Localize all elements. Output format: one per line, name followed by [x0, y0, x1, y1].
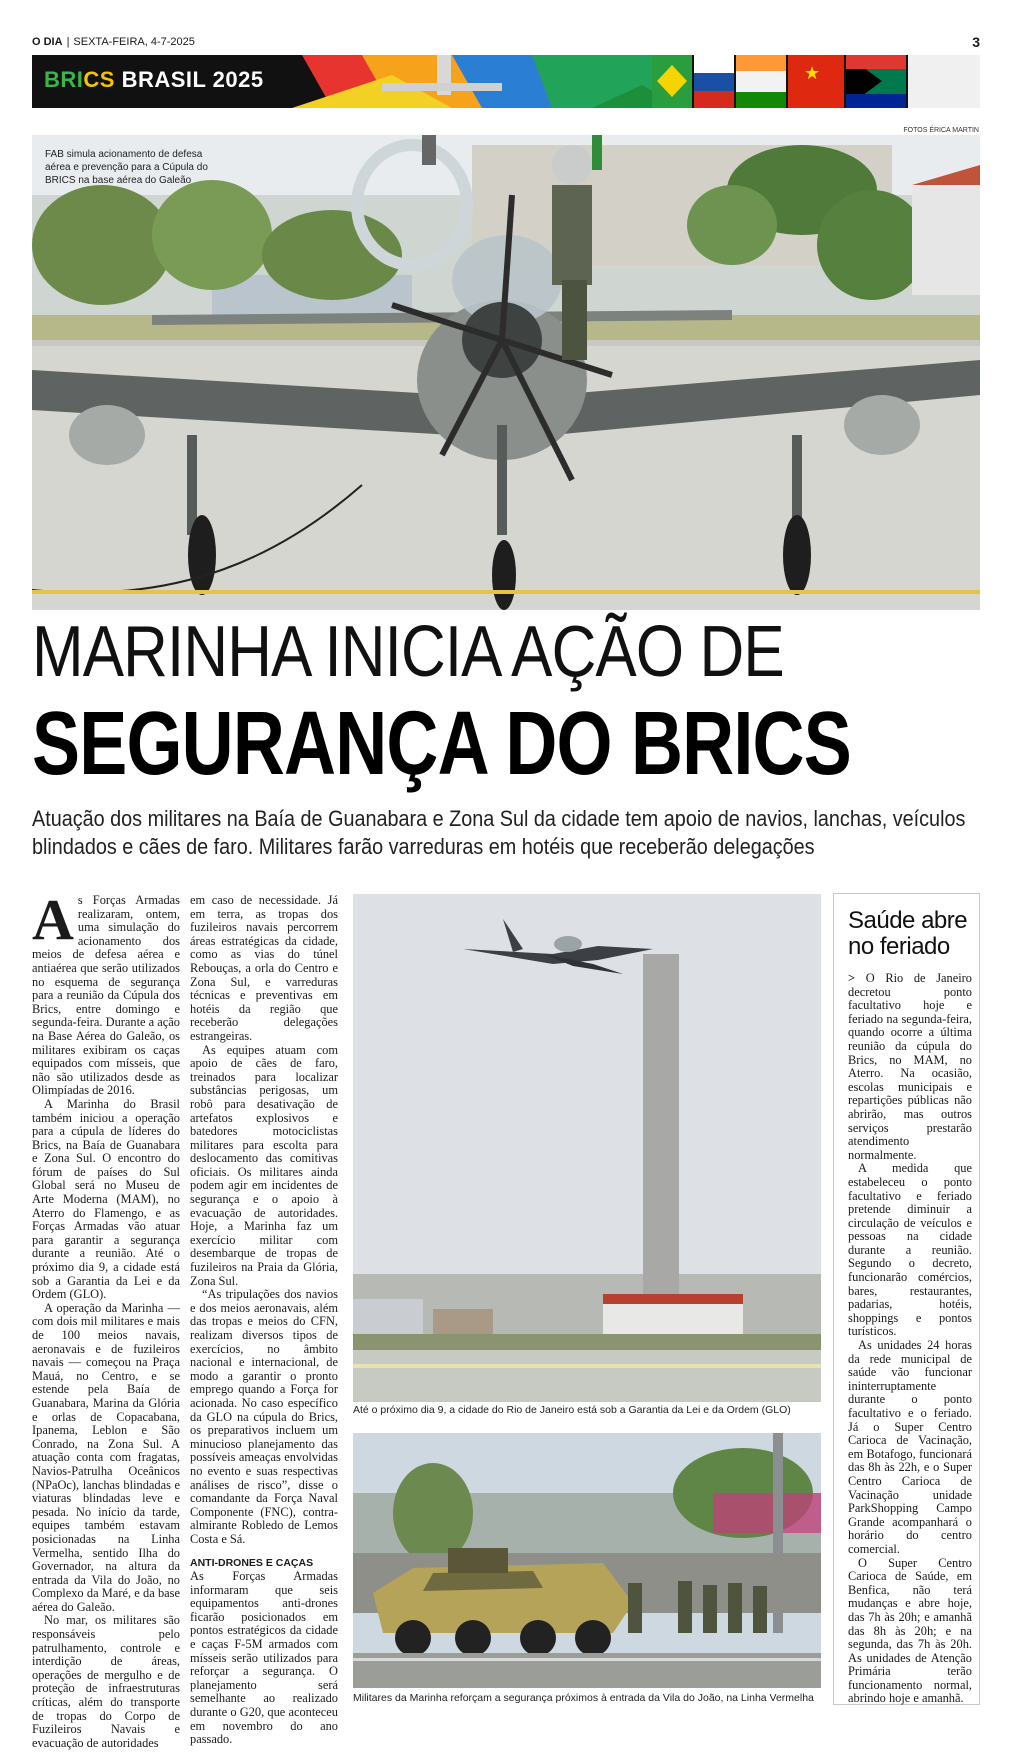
sidebar-paragraph: > O Rio de Janeiro decretou ponto facultativo hoje e feriado na segunda-feira, quando ocorre a última reunião da cúpula do Brics, no MAM, no Aterro. Na ocasião, escolas municipais e repartições públicas não abrirão, mas outros serviços prestarão atendimento normalmente. [848, 971, 972, 1162]
article-column-1 [32, 887, 180, 1750]
flag-russia [694, 55, 734, 73]
article-column-2 [190, 894, 338, 1747]
page-header [32, 36, 980, 52]
headline-line-2: SEGURANÇA DO BRICS [32, 694, 851, 794]
arrow-icon: > [848, 971, 866, 985]
photo-credit: FOTOS ÉRICA MARTIN [903, 127, 979, 134]
photo-jet-tower [353, 894, 821, 1402]
sidebar-title: Saúde abre no feriado [848, 907, 968, 960]
sidebar-paragraph: As unidades 24 horas da rede municipal de saúde vão funcionar ininterruptamente durante o ponto facultativo e o feriado. Já o Super Centro Carioca de Vacinação, em Botafogo, funcionará das 8h às 22h, e o Super Centro Carioca de Vacinação unidade ParkShopping Campo Grande acompanhará o horário do centro comercial. [848, 1338, 972, 1556]
header-separator: | [66, 36, 70, 48]
article-paragraph: em caso de necessidade. Já em terra, as tropas dos fuzileiros navais percorrem áreas estratégicas da cidade, como as vias do túnel Rebouças, a orla do Centro e Zona Sul, e varreduras técnicas e preventivas em hotéis da região que receberão delegações estrangeiras. [190, 893, 338, 1043]
subheadline: Atuação dos militares na Baía de Guanabara e Zona Sul da cidade tem apoio de navios, lanchas, veículos blindados e cães de faro. Militares farão varreduras em hotéis que receberão delegações [32, 806, 966, 859]
main-photo-airplane [32, 135, 980, 610]
article-paragraph: A Marinha do Brasil também iniciou a operação para a cúpula de líderes do Brics, na Baía de Guanabara e Zona Sul. O encontro do fórum de países do Sul Global será no Museu de Arte Moderna (MAM), no Aterro do Flamengo, e as Forças Armadas vão atuar para garantir a segurança durante a reunião. Até o próximo dia 9, a cidade está sob a Garantia da Lei e da Ordem (GLO). [32, 1096, 180, 1302]
article-paragraph: A operação da Marinha — com dois mil militares e mais de 100 meios navais, aeronavais e de fuzileiros navais — começou na Praça Mauá, no Centro, e se estende pela Baía de Guanabara, Marina da Glória e orlas de Copacabana, Ipanema, Leblon e São Conrado, na Zona Sul. A atuação conta com fragatas, Navios-Patrulha Oceânicos (NPaOc), lanchas blindadas e viaturas blindadas leve e pesada. No início da tarde, equipes também estavam posicionadas na Linha Vermelha, sentido Ilha do Governador, na altura da entrada da Vila do João, no Complexo da Maré, e da base aérea do Galeão. [32, 1300, 180, 1614]
newspaper-name: O DIA [32, 36, 63, 48]
article-paragraph: As equipes atuam com apoio de cães de faro, treinados para localizar substâncias perigosas, um robô para desativação de artefatos explosivos e batedores motociclistas militares para escolta para deslocamento das comitivas oficiais. Os militares ainda podem agir em incidentes de segurança e o apoio à evacuação de autoridades. Hoje, a Marinha faz um exercício militar com desembarque de tropas de fuzileiros na Praia da Glória, Zona Sul. [190, 1042, 338, 1288]
photo2-caption: Até o próximo dia 9, a cidade do Rio de Janeiro está sob a Garantia da Lei e da Ordem (GLO) [353, 1404, 791, 1416]
article-subtitle: ANTI-DRONES E CAÇAS [190, 1556, 314, 1569]
page-number: 3 [972, 34, 980, 50]
article-paragraph: No mar, os militares são responsáveis pelo patrulhamento, controle e interdição de áreas, operações de mergulho e de proteção de infraestruturas críticas, além do transporte de tropas do Corpo de Fuzileiros Navais e evacuação de autoridades [32, 1613, 180, 1750]
sidebar-paragraph: O Super Centro Carioca de Saúde, em Benfica, não terá mudanças e abre hoje, das 7h às 20h; e amanhã das 8h às 20h; e na segunda, das 7h às 20h. As unidades de Atenção Primária terão funcionamento normal, abrindo hoje e amanhã. [848, 1555, 972, 1706]
issue-date: SEXTA-FEIRA, 4-7-2025 [73, 36, 195, 48]
svg-text:★: ★ [804, 63, 821, 84]
sidebar-paragraph: A medida que estabeleceu o ponto facultativo e feriado pretende diminuir a circulação de veículos e pessoas na cidade durante a reunião. Segundo o decreto, funcionarão comércios, bares, restaurantes, padarias, hotéis, shoppings e pontos turísticos. [848, 1161, 972, 1339]
section-banner [32, 55, 980, 108]
headline-line-1: MARINHA INICIA AÇÃO DE [32, 612, 784, 692]
article-paragraph: As Forças Armadas realizaram, ontem, uma simulação do acionamento dos meios de defesa aérea e antiaérea que serão utilizados no esquema de segurança para a reunião da Cúpula dos Brics, entre domingo e segunda-feira. Durante a ação na Base Aérea do Galeão, os militares exibiram os caças equipados com mísseis, que não são utilizados desde as Olimpíadas de 2016. [32, 887, 180, 1098]
sidebar-body [848, 972, 972, 1706]
drop-cap: A [32, 887, 74, 952]
main-photo-caption: FAB simula acionamento de defesa aérea e prevenção para a Cúpula do BRICS na base aérea do Galeão [45, 149, 208, 186]
section-title: BRICS BRASIL 2025 [44, 67, 264, 92]
sidebar-box [833, 893, 980, 1705]
article-paragraph: “As tripulações dos navios e dos meios aeronavais, além das tropas e meios do CFN, realizam diversos tipos de exercícios, no âmbito nacional e internacional, de modo a garantir o pronto emprego quando a Força for acionada. No caso específico da GLO na cúpula do Brics, os preparativos incluem um minucioso planejamento das possíveis ameaças envolvidas no evento e suas respectivas análises de risco”, disse o comandante da Força Naval Componente (FNC), contra-almirante Robledo de Lemos Costa e Sá. [190, 1287, 338, 1546]
photo-armored-vehicle [353, 1433, 821, 1688]
article-paragraph: As Forças Armadas informaram que seis equipamentos anti-drones ficarão posicionados em pontos estratégicos da cidade e caças F-5M armados com mísseis serão utilizados para reforçar a segurança. O planejamento será semelhante ao realizado durante o G20, que aconteceu em novembro do ano passado. [190, 1569, 338, 1747]
photo3-caption: Militares da Marinha reforçam a segurança próximos à entrada da Vila do João, na Linha Vermelha [353, 1692, 814, 1704]
